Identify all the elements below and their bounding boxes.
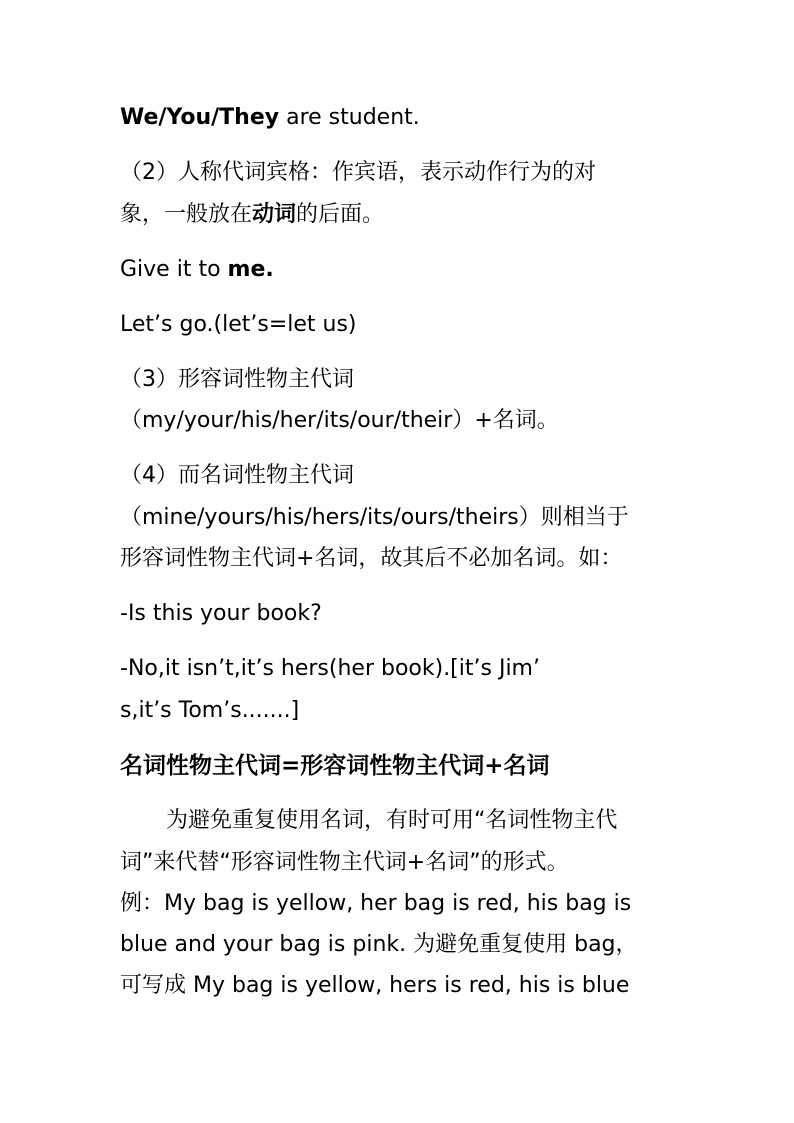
dialogue-question: -Is this your book?: [120, 601, 322, 626]
pronoun-group-bold: We/You/They: [120, 105, 280, 130]
object-pronoun-bold: me.: [227, 257, 274, 282]
example-lets-go: Let’s go.(let’s=let us): [120, 312, 357, 337]
paragraph-line-1: 为避免重复使用名词，有时可用“名词性物主代: [166, 808, 618, 833]
section-heading: 名词性物主代词=形容词性物主代词+名词: [120, 753, 550, 779]
dialogue-answer-continued: s,it’s Tom’s.......]: [120, 698, 300, 723]
text-segment: 的后面。: [296, 202, 385, 227]
rule-2-continuation: [120, 200, 680, 230]
rule-4-list: （mine/yours/his/hers/its/ours/theirs）则相当于: [120, 505, 629, 530]
dialogue-answer: -No,it isn’t,it’s hers(her book).[it’s Jim’: [120, 656, 540, 681]
sentence-rest: are student.: [279, 105, 420, 130]
example-give-it-to-me: [120, 255, 680, 285]
text-segment: Give it to: [120, 257, 228, 282]
paragraph-line-5: 可写成 My bag is yellow, hers is red, his is blue: [120, 973, 630, 998]
paragraph-line-2: 词”来代替“形容词性物主代词+名词”的形式。: [120, 850, 569, 875]
rule-2-object-pronouns: （2）人称代词宾格：作宾语，表示动作行为的对: [120, 160, 596, 185]
paragraph-line-3: 例：My bag is yellow, her bag is red, his bag is: [120, 891, 632, 916]
paragraph-line-4: blue and your bag is pink. 为避免重复使用 bag，: [120, 932, 638, 957]
rule-3-list: （my/your/his/her/its/our/their）+名词。: [120, 408, 559, 433]
example-sentence-we-you-they: [120, 103, 680, 133]
text-segment: 象，一般放在: [120, 202, 253, 227]
rule-4-explanation: 形容词性物主代词+名词，故其后不必加名词。如：: [120, 546, 623, 571]
rule-3-adjective-possessive: （3）形容词性物主代词: [120, 367, 354, 392]
verb-term-bold: 动词: [252, 202, 297, 227]
rule-4-noun-possessive: （4）而名词性物主代词: [120, 463, 354, 488]
